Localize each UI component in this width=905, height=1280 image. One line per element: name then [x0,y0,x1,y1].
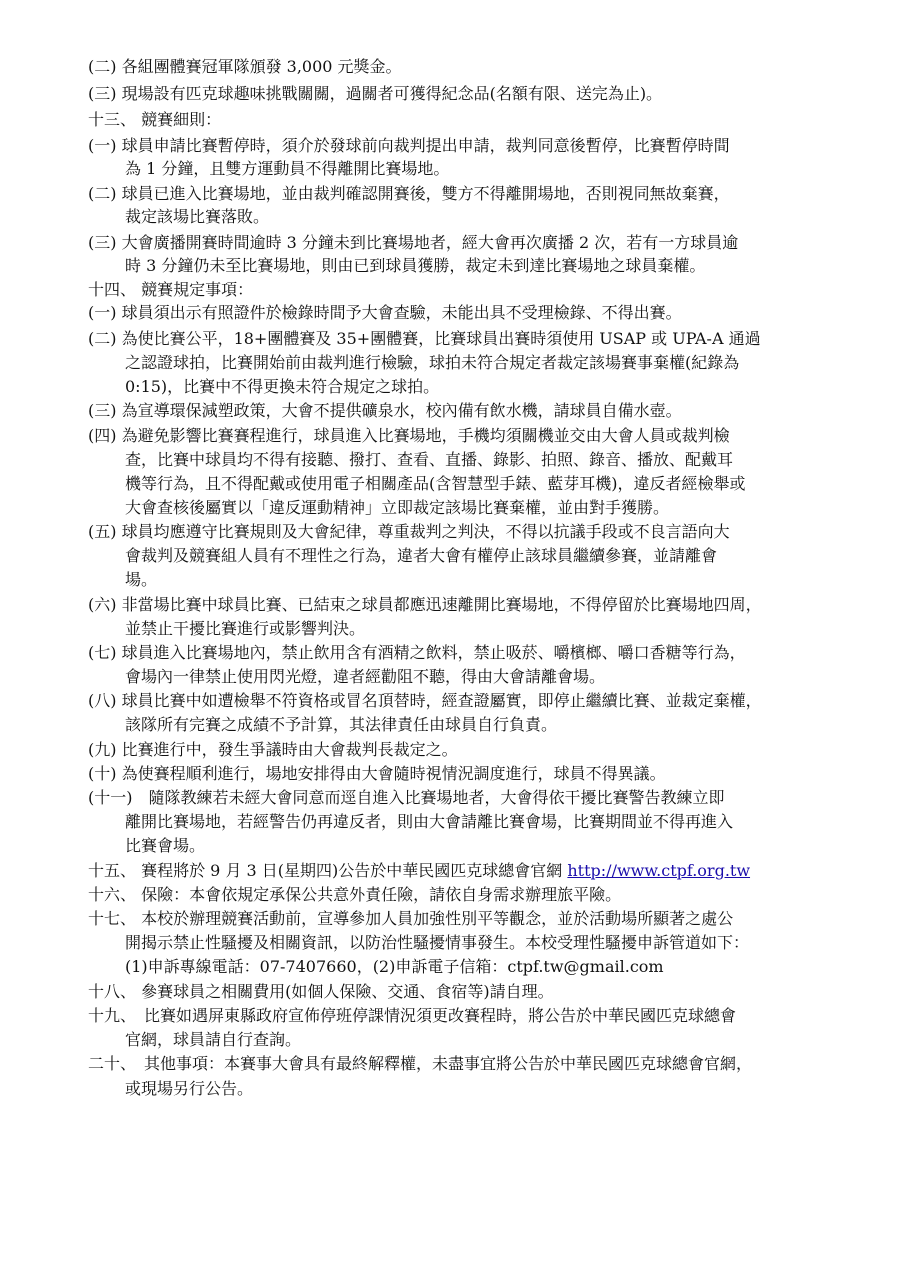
text-line: (十一) 隨隊教練若未經大會同意而逕自進入比賽場地者，大會得依干擾比賽警告教練立即 [88,788,725,807]
text-line: (二) 球員已進入比賽場地，並由裁判確認開賽後，雙方不得離開場地，否則視同無故棄賽， [88,184,730,203]
text-line: (四) 為避免影響比賽賽程進行，球員進入比賽場地，手機均須關機並交由大會人員或裁判檢 [88,426,730,445]
text-line: 機等行為，且不得配戴或使用電子相關產品(含智慧型手錶、藍芽耳機)，違反者經檢舉或 [125,474,746,493]
text-line: 比賽會場。 [125,836,206,855]
text-line: 會場內一律禁止使用閃光燈，違者經勸阻不聽，得由大會請離會場。 [125,667,606,686]
text-line: 離開比賽場地，若經警告仍再違反者，則由大會請離比賽會場，比賽期間並不得再進入 [125,812,734,831]
text-line: 0:15)，比賽中不得更換未符合規定之球拍。 [125,377,440,396]
text-line: (二) 各組團體賽冠軍隊頒發 3,000 元獎金。 [88,57,402,76]
text-line: 裁定該場比賽落敗。 [125,207,270,226]
ctpf-website-link[interactable]: http://www.ctpf.org.tw [567,861,751,880]
text-line: 之認證球拍，比賽開始前由裁判進行檢驗，球拍未符合規定者裁定該場賽事棄權(紀錄為 [125,353,740,372]
text-line: (七) 球員進入比賽場地內，禁止飲用含有酒精之飲料，禁止吸菸、嚼檳榔、嚼口香糖等行為， [88,643,746,662]
text-line: (六) 非當場比賽中球員比賽、已結束之球員都應迅速離開比賽場地，不得停留於比賽場地四周， [88,595,762,614]
schedule-announcement: 十五、 賽程將於 9 月 3 日(星期四)公告於中華民國匹克球總會官網 [88,861,568,880]
text-line: (三) 現場設有匹克球趣味挑戰關關，過關者可獲得紀念品(名額有限、送完為止)。 [88,84,663,103]
text-line: (九) 比賽進行中，發生爭議時由大會裁判長裁定之。 [88,740,458,759]
text-line: 十七、 本校於辦理競賽活動前，宣導參加人員加強性別平等觀念，並於活動場所顯著之處公 [88,909,734,928]
text-line: 二十、 其他事項：本賽事大會具有最終解釋權，未盡事宜將公告於中華民國匹克球總會官網， [88,1054,753,1073]
text-line: (三) 大會廣播開賽時間逾時 3 分鐘未到比賽場地者，經大會再次廣播 2 次，若有一方球員逾 [88,233,739,252]
text-line: (五) 球員均應遵守比賽規則及大會紀律，尊重裁判之判決，不得以抗議手段或不良言語向大 [88,522,730,541]
text-line: (一) 球員須出示有照證件於檢錄時間予大會查驗，未能出具不受理檢錄、不得出賽。 [88,303,682,322]
contact-info: (1)申訴專線電話：07-7407660，(2)申訴電子信箱：ctpf.tw@gmail.com [125,957,664,976]
text-line: 會裁判及競賽組人員有不理性之行為，違者大會有權停止該球員繼續參賽，並請離會 [125,546,718,565]
text-line: (三) 為宣導環保減塑政策，大會不提供礦泉水，校內備有飲水機，請球員自備水壺。 [88,401,682,420]
text-line: 十九、 比賽如遇屏東縣政府宣佈停班停課情況須更改賽程時，將公告於中華民國匹克球總會 [88,1006,737,1025]
text-line: (十) 為使賽程順利進行，場地安排得由大會隨時視情況調度進行，球員不得異議。 [88,764,666,783]
text-line: 場。 [125,570,158,589]
text-line [88,860,750,882]
text-line: 為 1 分鐘，且雙方運動員不得離開比賽場地。 [125,159,450,178]
section-heading: 十四、 競賽規定事項： [88,280,254,299]
text-line: 查，比賽中球員均不得有接聽、撥打、查看、直播、錄影、拍照、錄音、播放、配戴耳 [125,450,734,469]
text-line: 開揭示禁止性騷擾及相關資訊，以防治性騷擾情事發生。本校受理性騷擾申訴管道如下： [125,933,750,952]
text-line: 大會查核後屬實以「違反運動精神」立即裁定該場比賽棄權，並由對手獲勝。 [125,498,670,517]
text-line: 時 3 分鐘仍未至比賽場地，則由已到球員獲勝，裁定未到達比賽場地之球員棄權。 [125,256,706,275]
text-line: 該隊所有完賽之成績不予計算，其法律責任由球員自行負責。 [125,715,558,734]
text-line: 十八、 參賽球員之相關費用(如個人保險、交通、食宿等)請自理。 [88,982,554,1001]
text-line: (一) 球員申請比賽暫停時，須介於發球前向裁判提出申請，裁判同意後暫停，比賽暫停時間 [88,136,730,155]
text-line: (二) 為使比賽公平，18+團體賽及 35+團體賽，比賽球員出賽時須使用 USAP 或 UPA-A 通過 [88,329,761,348]
section-heading: 十三、 競賽細則： [88,110,222,129]
text-line: 官網，球員請自行查詢。 [125,1030,302,1049]
text-line: 並禁止干擾比賽進行或影響判決。 [125,619,366,638]
text-line: 十六、 保險：本會依規定承保公共意外責任險，請依自身需求辦理旅平險。 [88,885,622,904]
text-line: (八) 球員比賽中如遭檢舉不符資格或冒名頂替時，經查證屬實，即停止繼續比賽、並裁定棄權， [88,691,762,710]
text-line: 或現場另行公告。 [125,1079,254,1098]
